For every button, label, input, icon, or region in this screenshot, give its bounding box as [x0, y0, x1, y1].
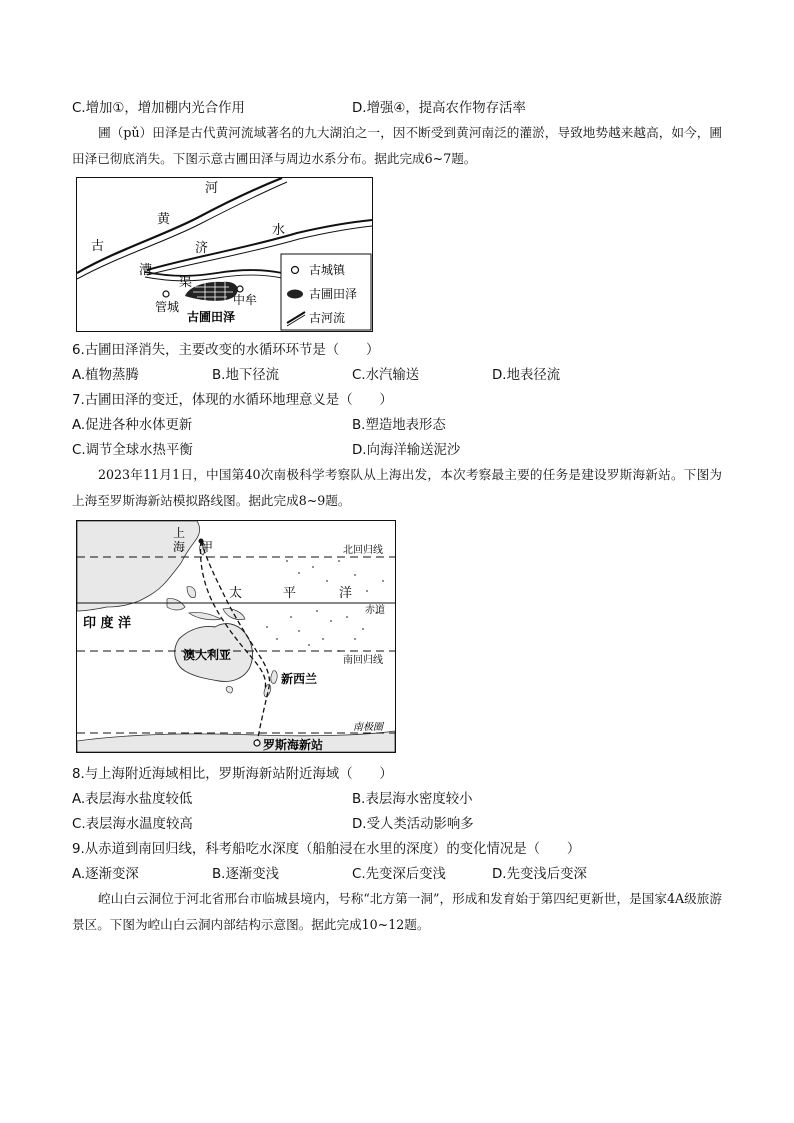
legend-town-label: 古城镇 [309, 263, 346, 277]
map-route-svg [77, 521, 395, 752]
label-guancheng: 管城 [155, 300, 180, 314]
label-tropic-south: 南回归线 [343, 655, 383, 666]
legend-river-label: 古河流 [309, 311, 346, 325]
map-route-shanghai-ross [76, 520, 396, 753]
q9-option-d: D.先变浅后变深 [492, 867, 587, 882]
q9-option-a: A.逐渐变深 [72, 867, 139, 882]
label-qu: 渠 [179, 275, 193, 290]
label-antarctic-circle: 南极圈 [353, 722, 383, 733]
q6-option-b: B.地下径流 [212, 368, 280, 383]
q7-option-c: C.调节全球水热平衡 [72, 443, 193, 458]
intro-10-12: 崆山白云洞位于河北省邢台市临城县境内，号称“北方第一洞”，形成和发育始于第四纪更新世，是国家4A级旅游景区。下图为崆山白云洞内部结构示意图。据此完成10~12题。 [72, 891, 722, 932]
label-zhongmou: 中牟 [233, 293, 258, 307]
map-putian-lake [76, 177, 373, 332]
lake-shape [185, 282, 238, 301]
label-lake: 古圃田泽 [187, 310, 236, 324]
label-new-zealand: 新西兰 [281, 672, 318, 686]
label-indian-ocean: 印 度 洋 [83, 616, 132, 631]
label-ross-station: 罗斯海新站 [263, 738, 324, 752]
yellow-river [77, 178, 282, 273]
label-ji: 济 [195, 241, 209, 256]
label-jia: 甲 [201, 540, 214, 554]
q8-option-d: D.受人类活动影响多 [352, 817, 474, 832]
legend-town-icon [292, 267, 299, 274]
intro-8-9: 2023年11月1日，中国第40次南极科学考察队从上海出发，本次考察最主要的任务是建设罗斯海新站。下图为上海至罗斯海新站模拟路线图。据此完成8~9题。 [72, 467, 722, 508]
label-yang: 洋 [339, 586, 353, 601]
q7-stem: 7.古圃田泽的变迁，体现的水循环地理意义是（ ） [72, 393, 393, 408]
q7-option-d: D.向海洋输送泥沙 [352, 443, 461, 458]
q7-option-a: A.促进各种水体更新 [72, 418, 193, 433]
q6-option-c: C.水汽输送 [352, 368, 420, 383]
q6-stem: 6.古圃田泽消失，主要改变的水循环环节是（ ） [72, 343, 380, 358]
legend-lake-label: 古圃田泽 [309, 287, 358, 301]
q7-option-b: B.塑造地表形态 [352, 418, 446, 433]
label-tai: 太 [229, 586, 243, 601]
label-he: 河 [205, 181, 219, 196]
label-shui: 水 [272, 223, 286, 238]
q9-option-b: B.逐渐变浅 [212, 867, 280, 882]
label-cao: 漕 [139, 263, 153, 278]
q5-option-c: C.增加①，增加棚内光合作用 [72, 101, 245, 116]
map-putian-lake-svg [77, 178, 372, 331]
q8-option-a: A.表层海水盐度较低 [72, 792, 193, 807]
label-ping: 平 [283, 586, 297, 601]
q6-option-a: A.植物蒸腾 [72, 368, 139, 383]
q5-option-d: D.增强④，提高农作物存活率 [352, 101, 526, 116]
q8-stem: 8.与上海附近海域相比，罗斯海新站附近海域（ ） [72, 767, 393, 782]
label-shang: 上 [173, 526, 186, 540]
yellow-river-bank [77, 182, 287, 279]
q6-option-d: D.地表径流 [492, 368, 561, 383]
town-guancheng-icon [163, 291, 169, 297]
q8-option-c: C.表层海水温度较高 [72, 817, 193, 832]
label-australia: 澳大利亚 [183, 648, 232, 662]
label-huang: 黄 [157, 212, 171, 227]
q9-stem: 9.从赤道到南回归线，科考船吃水深度（船舶浸在水里的深度）的变化情况是（ ） [72, 842, 581, 857]
label-gu: 古 [91, 239, 105, 254]
q8-option-b: B.表层海水密度较小 [352, 792, 473, 807]
intro-6-7: 圃（pǔ）田泽是古代黄河流域著名的九大湖泊之一，因不断受到黄河南泛的灌淤，导致地势越来越高，如今，圃田泽已彻底消失。下图示意古圃田泽与周边水系分布。据此完成6~7题。 [72, 125, 722, 166]
label-equator: 赤道 [365, 605, 385, 616]
label-tropic-north: 北回归线 [343, 545, 383, 556]
legend-lake-icon [287, 290, 303, 299]
q9-option-c: C.先变深后变浅 [352, 867, 446, 882]
station-marker-icon [254, 740, 260, 746]
town-zhongmou-icon [237, 286, 243, 292]
label-hai: 海 [173, 540, 186, 554]
